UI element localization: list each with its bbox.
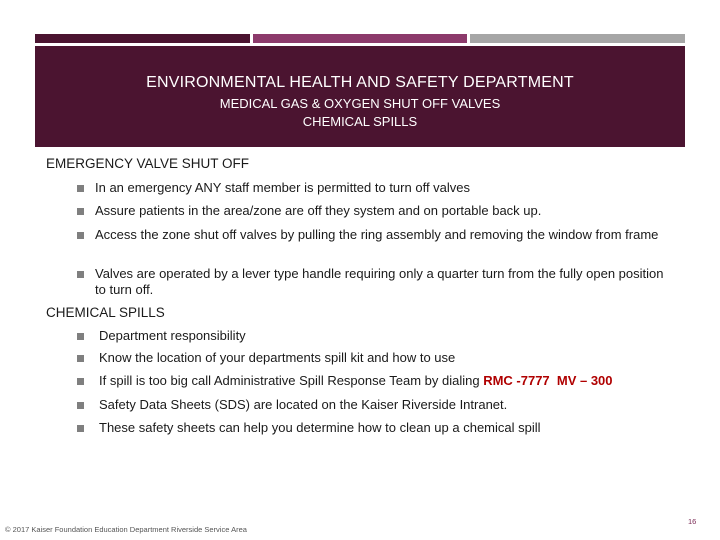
spill-response-text: If spill is too big call Administrative Spill Response Team by dialing bbox=[99, 373, 480, 388]
title-banner bbox=[35, 46, 685, 147]
bullet-icon bbox=[77, 378, 84, 385]
accent-bar-grey bbox=[470, 34, 685, 43]
spill-phone-numbers: RMC -7777 MV – 300 bbox=[483, 373, 613, 388]
list-item: Valves are operated by a lever type handle requiring only a quarter turn from the fully open position to turn off. bbox=[95, 266, 664, 297]
bullet-icon bbox=[77, 208, 84, 215]
slide-subtitle-2: CHEMICAL SPILLS bbox=[302, 114, 418, 129]
list-item: Access the zone shut off valves by pulling the ring assembly and removing the window from frame bbox=[95, 227, 659, 242]
list-item bbox=[99, 373, 679, 389]
bullet-icon bbox=[77, 271, 84, 278]
bullet-icon bbox=[77, 333, 84, 340]
footer-copyright: © 2017 Kaiser Foundation Education Department Riverside Service Area bbox=[5, 525, 247, 534]
section-heading-valve-shutoff: EMERGENCY VALVE SHUT OFF bbox=[46, 156, 250, 171]
top-accent-bars bbox=[35, 34, 685, 43]
slide-title: ENVIRONMENTAL HEALTH AND SAFETY DEPARTMENT bbox=[146, 74, 574, 91]
page-number: 16 bbox=[688, 517, 697, 526]
bullet-icon bbox=[77, 425, 84, 432]
list-item: These safety sheets can help you determine how to clean up a chemical spill bbox=[99, 420, 541, 435]
list-item: In an emergency ANY staff member is permitted to turn off valves bbox=[95, 180, 471, 195]
bullet-icon bbox=[77, 402, 84, 409]
bullet-icon bbox=[77, 232, 84, 239]
list-item: Department responsibility bbox=[99, 328, 246, 343]
bullet-icon bbox=[77, 185, 84, 192]
list-item: Know the location of your departments spill kit and how to use bbox=[99, 350, 456, 365]
bullet-icon bbox=[77, 355, 84, 362]
list-item: Assure patients in the area/zone are off they system and on portable back up. bbox=[95, 203, 542, 218]
accent-bar-magenta bbox=[253, 34, 467, 43]
list-item: Safety Data Sheets (SDS) are located on the Kaiser Riverside Intranet. bbox=[99, 397, 508, 412]
slide-subtitle-1: MEDICAL GAS & OXYGEN SHUT OFF VALVES bbox=[219, 96, 501, 111]
section-heading-chemical-spills: CHEMICAL SPILLS bbox=[46, 305, 165, 320]
accent-bar-dark bbox=[35, 34, 250, 43]
